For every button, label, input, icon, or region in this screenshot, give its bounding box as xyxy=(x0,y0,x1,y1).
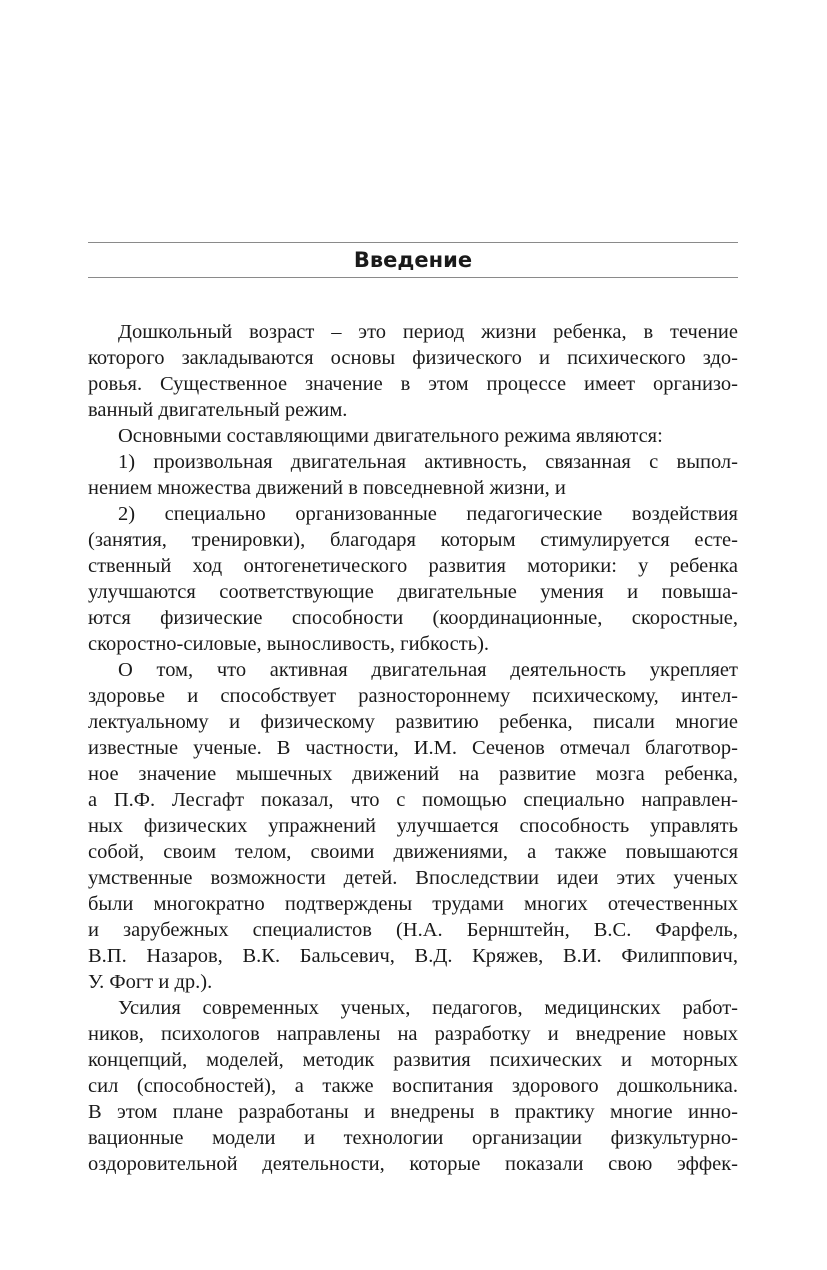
text-line: и зарубежных специалистов (Н.А. Бернштейн, В.С. Фарфель, xyxy=(88,919,738,941)
text-line: (занятия, тренировки), благодаря которым стимулируется есте- xyxy=(88,529,738,551)
paragraph-4 xyxy=(88,501,738,657)
paragraph-2 xyxy=(88,423,738,449)
text-line: а П.Ф. Лесгафт показал, что с помощью специально направлен- xyxy=(88,789,738,811)
text-line: ются физические способности (координационные, скоростные, xyxy=(88,607,738,629)
body-text xyxy=(88,319,738,1177)
text-line: 2) специально организованные педагогические воздействия xyxy=(118,503,738,525)
text-line: нением множества движений в повседневной жизни, и xyxy=(88,477,566,499)
text-line: В этом плане разработаны и внедрены в практику многие инно- xyxy=(88,1101,738,1123)
text-line: сил (способностей), а также воспитания здорового дошкольника. xyxy=(88,1075,738,1097)
text-line: известные ученые. В частности, И.М. Сеченов отмечал благотвор- xyxy=(88,737,738,759)
text-line: ственный ход онтогенетического развития моторики: у ребенка xyxy=(88,555,738,577)
text-line: вационные модели и технологии организации физкультурно- xyxy=(88,1127,738,1149)
text-line: Дошкольный возраст – это период жизни ребенка, в течение xyxy=(118,321,738,343)
paragraph-1 xyxy=(88,319,738,423)
paragraph-3 xyxy=(88,449,738,501)
text-line: собой, своим телом, своими движениями, а также повышаются xyxy=(88,841,738,863)
text-line: 1) произвольная двигательная активность, связанная с выпол- xyxy=(118,451,738,473)
text-line: скоростно-силовые, выносливость, гибкость). xyxy=(88,633,490,655)
text-line: были многократно подтверждены трудами многих отечественных xyxy=(88,893,738,915)
text-line: улучшаются соответствующие двигательные умения и повыша- xyxy=(88,581,738,603)
heading-top-rule xyxy=(88,242,738,243)
text-line: В.П. Назаров, В.К. Бальсевич, В.Д. Кряжев, В.И. Филиппович, xyxy=(88,945,738,967)
text-line: концепций, моделей, методик развития психических и моторных xyxy=(88,1049,738,1071)
text-line: ников, психологов направлены на разработку и внедрение новых xyxy=(88,1023,738,1045)
text-line: умственные возможности детей. Впоследствии идеи этих ученых xyxy=(88,867,738,889)
text-line: У. Фогт и др.). xyxy=(88,971,213,993)
paragraph-6 xyxy=(88,995,738,1177)
text-line: Усилия современных ученых, педагогов, медицинских работ- xyxy=(118,997,738,1019)
section-title: Введение xyxy=(353,248,473,272)
text-line: ровья. Существенное значение в этом процессе имеет организо- xyxy=(88,373,738,395)
text-line: ванный двигательный режим. xyxy=(88,399,348,421)
text-line: которого закладываются основы физического и психического здо- xyxy=(88,347,738,369)
text-line: ных физических упражнений улучшается способность управлять xyxy=(88,815,738,837)
text-line: лектуальному и физическому развитию ребенка, писали многие xyxy=(88,711,738,733)
heading-bottom-rule xyxy=(88,277,738,278)
text-line: оздоровительной деятельности, которые показали свою эффек- xyxy=(88,1153,738,1175)
text-line: ное значение мышечных движений на развитие мозга ребенка, xyxy=(88,763,738,785)
text-line: О том, что активная двигательная деятельность укрепляет xyxy=(118,659,738,681)
text-line: Основными составляющими двигательного режима являются: xyxy=(118,425,663,447)
text-line: здоровье и способствует разностороннему психическому, интел- xyxy=(88,685,738,707)
paragraph-5 xyxy=(88,657,738,995)
